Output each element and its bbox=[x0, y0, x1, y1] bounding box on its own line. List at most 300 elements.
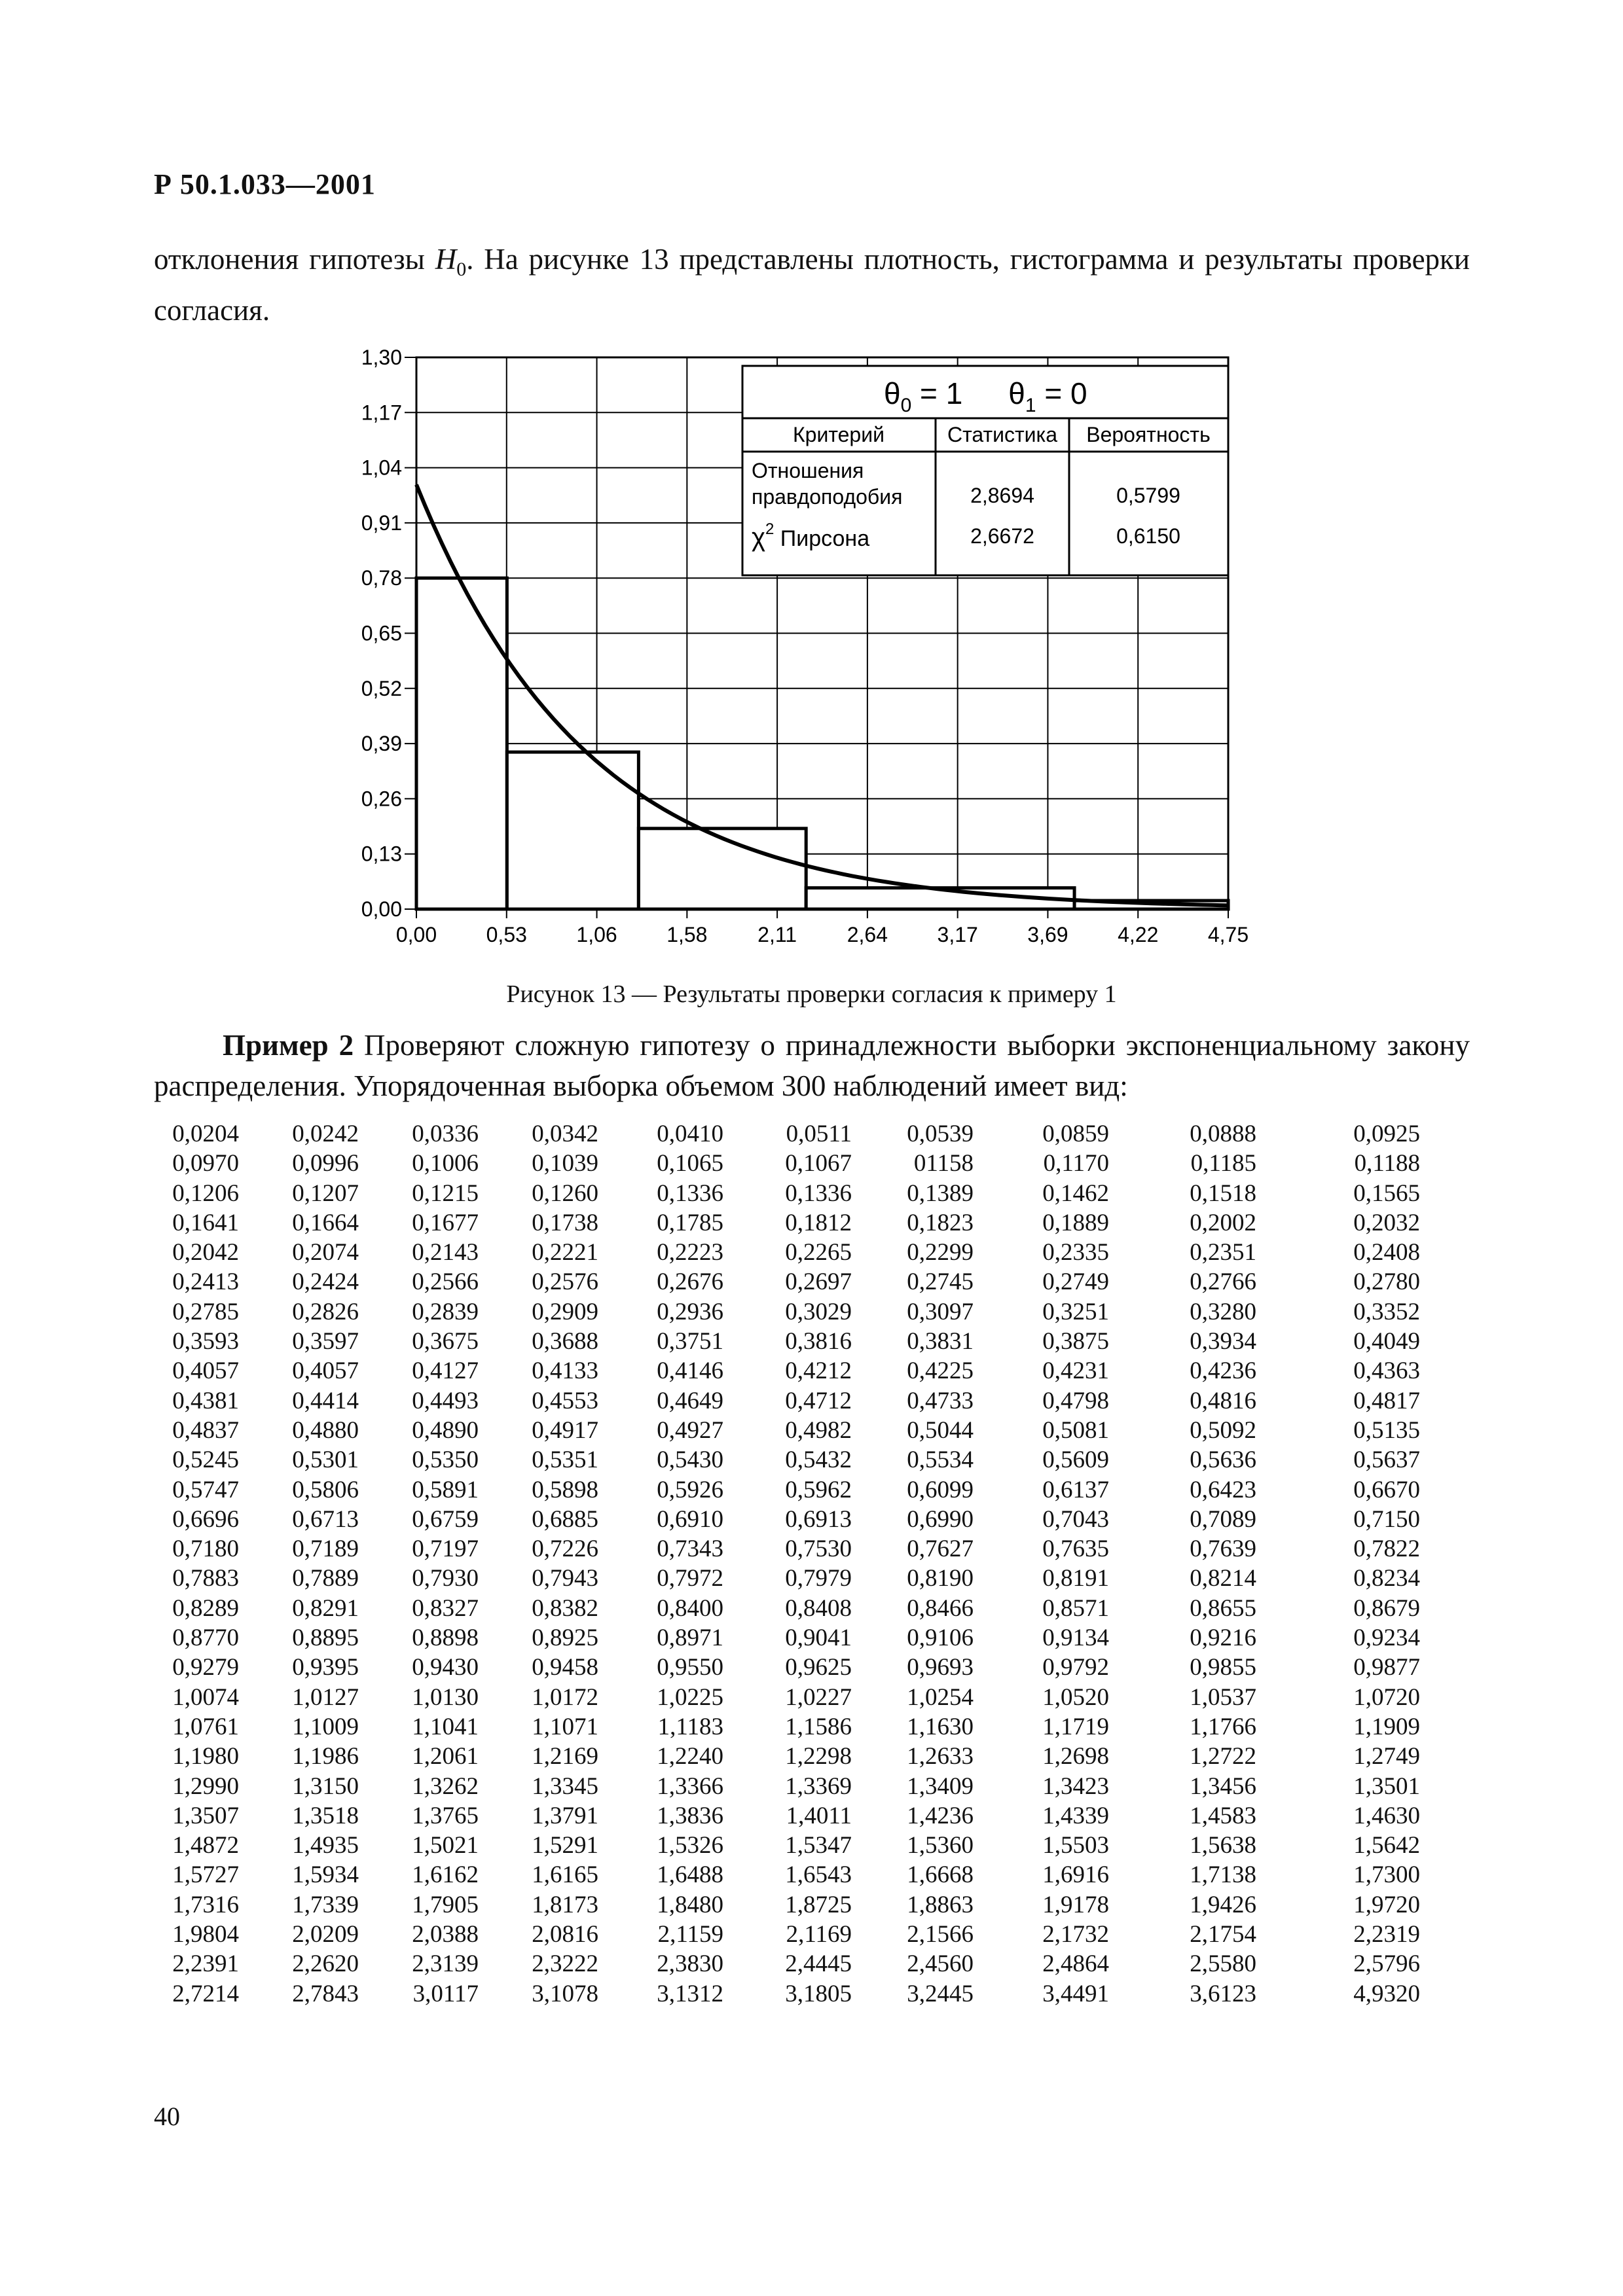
sample-value-cell: 0,2335 bbox=[1042, 1239, 1109, 1266]
header-probability: Вероятность bbox=[1086, 423, 1211, 446]
sample-value-cell: 01158 bbox=[913, 1150, 974, 1177]
sample-value-cell: 0,8770 bbox=[172, 1624, 239, 1652]
sample-value-cell: 1,3369 bbox=[785, 1772, 852, 1800]
sample-value-cell: 0,1336 bbox=[785, 1179, 852, 1207]
sample-values-table bbox=[131, 1119, 1420, 2009]
y-tick-label: 0,00 bbox=[361, 897, 402, 921]
sample-value-cell: 0,7972 bbox=[657, 1565, 723, 1592]
sample-value-cell: 0,8895 bbox=[292, 1624, 359, 1652]
sample-value-cell: 1,3836 bbox=[657, 1802, 723, 1829]
sample-value-cell: 1,5503 bbox=[1042, 1832, 1109, 1859]
sample-value-cell: 0,7043 bbox=[1042, 1505, 1109, 1533]
sample-value-cell: 0,0996 bbox=[292, 1150, 359, 1177]
histogram-bar bbox=[638, 829, 806, 909]
sample-value-cell: 0,9041 bbox=[785, 1624, 852, 1652]
table-row bbox=[131, 1979, 1420, 2009]
sample-value-cell: 1,4630 bbox=[1353, 1802, 1420, 1829]
sample-value-cell: 0,0242 bbox=[292, 1121, 359, 1147]
sample-value-cell: 0,6423 bbox=[1190, 1476, 1256, 1503]
header-criterion: Критерий bbox=[793, 423, 884, 446]
sample-value-cell: 1,2633 bbox=[907, 1743, 974, 1770]
sample-value-cell: 0,4363 bbox=[1353, 1357, 1420, 1385]
table-row bbox=[131, 1119, 1420, 1149]
sample-value-cell: 1,2698 bbox=[1042, 1743, 1109, 1770]
sample-value-cell: 0,9855 bbox=[1190, 1654, 1256, 1681]
pearson-statistic: 2,6672 bbox=[970, 524, 1034, 548]
sample-value-cell: 0,9792 bbox=[1042, 1654, 1109, 1681]
sample-value-cell: 1,4872 bbox=[172, 1832, 239, 1859]
sample-value-cell: 2,0816 bbox=[532, 1921, 598, 1948]
sample-value-cell: 0,7343 bbox=[657, 1535, 723, 1563]
sample-value-cell: 1,6543 bbox=[785, 1861, 852, 1889]
sample-value-cell: 1,1009 bbox=[292, 1713, 359, 1740]
sample-value-cell: 0,8971 bbox=[657, 1624, 723, 1652]
sample-value-cell: 1,3518 bbox=[292, 1802, 359, 1829]
sample-value-cell: 0,6990 bbox=[907, 1505, 974, 1533]
x-tick-label: 0,53 bbox=[486, 923, 527, 946]
sample-value-cell: 3,1078 bbox=[532, 1980, 598, 2007]
table-row bbox=[131, 1327, 1420, 1356]
table-row bbox=[131, 1386, 1420, 1416]
sample-value-cell: 1,3765 bbox=[412, 1802, 479, 1829]
likelihood-probability: 0,5799 bbox=[1116, 484, 1180, 507]
sample-value-cell: 0,2909 bbox=[532, 1298, 598, 1325]
table-row bbox=[131, 1475, 1420, 1505]
sample-value-cell: 1,1986 bbox=[292, 1743, 359, 1770]
sample-value-cell: 0,7883 bbox=[172, 1565, 239, 1592]
sample-value-cell: 0,9877 bbox=[1353, 1654, 1420, 1681]
sample-value-cell: 0,2265 bbox=[785, 1239, 852, 1266]
sample-value-cell: 0,8898 bbox=[412, 1624, 479, 1652]
sample-value-cell: 0,0539 bbox=[907, 1121, 974, 1147]
sample-value-cell: 0,1812 bbox=[785, 1209, 852, 1236]
sample-value-cell: 0,1207 bbox=[292, 1179, 359, 1207]
sample-value-cell: 1,1041 bbox=[412, 1713, 479, 1740]
sample-value-cell: 0,3029 bbox=[785, 1298, 852, 1325]
sample-value-cell: 0,4837 bbox=[172, 1416, 239, 1444]
sample-value-cell: 2,1754 bbox=[1190, 1921, 1256, 1948]
sample-value-cell: 0,6696 bbox=[172, 1505, 239, 1533]
table-row bbox=[131, 1742, 1420, 1771]
sample-value-cell: 0,7639 bbox=[1190, 1535, 1256, 1563]
sample-value-cell: 1,6488 bbox=[657, 1861, 723, 1889]
sample-value-cell: 0,1823 bbox=[907, 1209, 974, 1236]
sample-value-cell: 1,8863 bbox=[907, 1891, 974, 1918]
sample-value-cell: 2,5796 bbox=[1353, 1950, 1420, 1978]
sample-value-cell: 0,7635 bbox=[1042, 1535, 1109, 1563]
sample-value-cell: 1,6668 bbox=[907, 1861, 974, 1889]
sample-value-cell: 1,7339 bbox=[292, 1891, 359, 1918]
sample-value-cell: 1,0172 bbox=[532, 1683, 598, 1711]
table-row bbox=[131, 1653, 1420, 1682]
sample-value-cell: 0,9395 bbox=[292, 1654, 359, 1681]
sample-value-cell: 0,5534 bbox=[907, 1446, 974, 1474]
sample-value-cell: 1,3150 bbox=[292, 1772, 359, 1800]
sample-value-cell: 1,1071 bbox=[532, 1713, 598, 1740]
sample-value-cell: 0,5350 bbox=[412, 1446, 479, 1474]
sample-value-cell: 0,9625 bbox=[785, 1654, 852, 1681]
sample-value-cell: 0,2351 bbox=[1190, 1239, 1256, 1266]
sample-value-cell: 0,3597 bbox=[292, 1328, 359, 1355]
sample-value-cell: 0,2697 bbox=[785, 1268, 852, 1296]
sample-value-cell: 0,2780 bbox=[1353, 1268, 1420, 1296]
sample-value-cell: 1,9804 bbox=[172, 1921, 239, 1948]
sample-value-cell: 1,1183 bbox=[657, 1713, 723, 1740]
sample-value-cell: 0,4880 bbox=[292, 1416, 359, 1444]
x-tick-label: 2,64 bbox=[847, 923, 888, 946]
sample-value-cell: 0,5432 bbox=[785, 1446, 852, 1474]
y-tick-label: 0,13 bbox=[361, 842, 402, 866]
sample-value-cell: 0,7889 bbox=[292, 1565, 359, 1592]
sample-value-cell: 1,5934 bbox=[292, 1861, 359, 1889]
sample-value-cell: 0,2676 bbox=[657, 1268, 723, 1296]
sample-value-cell: 1,1630 bbox=[907, 1713, 974, 1740]
sample-value-cell: 2,1566 bbox=[907, 1921, 974, 1948]
sample-value-cell: 0,3675 bbox=[412, 1328, 479, 1355]
page-number: 40 bbox=[154, 2102, 180, 2131]
table-row bbox=[131, 1860, 1420, 1890]
table-row bbox=[131, 1801, 1420, 1831]
sample-value-cell: 0,2143 bbox=[412, 1239, 479, 1266]
sample-value-cell: 0,0925 bbox=[1353, 1121, 1420, 1147]
sample-value-cell: 0,4917 bbox=[532, 1416, 598, 1444]
sample-value-cell: 0,7197 bbox=[412, 1535, 479, 1563]
sample-value-cell: 1,8480 bbox=[657, 1891, 723, 1918]
sample-value-cell: 1,3409 bbox=[907, 1772, 974, 1800]
table-row bbox=[131, 1623, 1420, 1653]
sample-value-cell: 1,0537 bbox=[1190, 1683, 1256, 1711]
pearson-probability: 0,6150 bbox=[1116, 524, 1180, 548]
sample-value-cell: 0,8408 bbox=[785, 1594, 852, 1622]
y-tick-label: 0,26 bbox=[361, 787, 402, 811]
sample-value-cell: 0,2299 bbox=[907, 1239, 974, 1266]
y-tick-label: 0,52 bbox=[361, 676, 402, 700]
sample-value-cell: 0,1565 bbox=[1353, 1179, 1420, 1207]
sample-value-cell: 0,3816 bbox=[785, 1328, 852, 1355]
sample-value-cell: 0,8190 bbox=[907, 1565, 974, 1592]
sample-value-cell: 0,1785 bbox=[657, 1209, 723, 1236]
sample-value-cell: 0,6759 bbox=[412, 1505, 479, 1533]
sample-value-cell: 0,1260 bbox=[532, 1179, 598, 1207]
sample-value-cell: 2,4445 bbox=[785, 1950, 852, 1978]
table-row bbox=[131, 1149, 1420, 1178]
sample-value-cell: 1,9178 bbox=[1042, 1891, 1109, 1918]
example-text: Проверяют сложную гипотезу о принадлежности выборки экспоненциальному закону распределения. Упорядоченная выборка объемом 300 наблюдений имеет вид: bbox=[154, 1029, 1470, 1102]
sample-value-cell: 2,3222 bbox=[532, 1950, 598, 1978]
sample-value-cell: 0,1188 bbox=[1354, 1150, 1420, 1177]
sample-value-cell: 0,3751 bbox=[657, 1328, 723, 1355]
sample-value-cell: 1,1586 bbox=[785, 1713, 852, 1740]
sample-value-cell: 0,7930 bbox=[412, 1565, 479, 1592]
sample-value-cell: 3,2445 bbox=[907, 1980, 974, 2007]
sample-value-cell: 2,5580 bbox=[1190, 1950, 1256, 1978]
sample-value-cell: 1,3507 bbox=[172, 1802, 239, 1829]
sample-value-cell: 2,3830 bbox=[657, 1950, 723, 1978]
sample-value-cell: 0,6713 bbox=[292, 1505, 359, 1533]
sample-value-cell: 0,7150 bbox=[1353, 1505, 1420, 1533]
sample-value-cell: 0,1738 bbox=[532, 1209, 598, 1236]
sample-value-cell: 1,2722 bbox=[1190, 1743, 1256, 1770]
sample-value-cell: 0,1185 bbox=[1190, 1150, 1256, 1177]
header-statistic: Статистика bbox=[947, 423, 1058, 446]
table-row bbox=[131, 1564, 1420, 1593]
table-row bbox=[131, 1534, 1420, 1564]
sample-value-cell: 0,0342 bbox=[532, 1121, 598, 1147]
sample-value-cell: 0,8214 bbox=[1190, 1565, 1256, 1592]
sample-value-cell: 0,9279 bbox=[172, 1654, 239, 1681]
sample-value-cell: 1,5291 bbox=[532, 1832, 598, 1859]
sample-value-cell: 1,1909 bbox=[1353, 1713, 1420, 1740]
sample-value-cell: 0,8191 bbox=[1042, 1565, 1109, 1592]
sample-value-cell: 0,5081 bbox=[1042, 1416, 1109, 1444]
sample-value-cell: 1,4236 bbox=[907, 1802, 974, 1829]
sample-value-cell: 1,6916 bbox=[1042, 1861, 1109, 1889]
sample-value-cell: 4,9320 bbox=[1353, 1980, 1420, 2007]
sample-value-cell: 0,5301 bbox=[292, 1446, 359, 1474]
sample-value-cell: 0,3593 bbox=[172, 1328, 239, 1355]
sample-value-cell: 2,2620 bbox=[292, 1950, 359, 1978]
sample-value-cell: 0,7189 bbox=[292, 1535, 359, 1563]
sample-value-cell: 0,1664 bbox=[292, 1209, 359, 1236]
sample-value-cell: 0,5135 bbox=[1353, 1416, 1420, 1444]
document-id: Р 50.1.033—2001 bbox=[154, 168, 376, 200]
sample-value-cell: 0,6137 bbox=[1042, 1476, 1109, 1503]
sample-value-cell: 0,5351 bbox=[532, 1446, 598, 1474]
sample-value-cell: 0,4712 bbox=[785, 1387, 852, 1414]
sample-value-cell: 1,6165 bbox=[532, 1861, 598, 1889]
intro-text-before: отклонения гипотезы bbox=[154, 243, 435, 276]
table-row bbox=[131, 1505, 1420, 1534]
table-row bbox=[131, 1831, 1420, 1860]
sample-value-cell: 0,4057 bbox=[172, 1357, 239, 1385]
sample-value-cell: 0,1039 bbox=[532, 1150, 598, 1177]
x-tick-label: 0,00 bbox=[395, 923, 437, 946]
sample-value-cell: 1,0127 bbox=[292, 1683, 359, 1711]
sample-value-cell: 1,3366 bbox=[657, 1772, 723, 1800]
sample-value-cell: 3,0117 bbox=[412, 1980, 479, 2007]
sample-value-cell: 0,5806 bbox=[292, 1476, 359, 1503]
sample-value-cell: 0,2042 bbox=[172, 1239, 239, 1266]
sample-value-cell: 0,2413 bbox=[172, 1268, 239, 1296]
table-row bbox=[131, 1772, 1420, 1801]
sample-value-cell: 0,9216 bbox=[1190, 1624, 1256, 1652]
sample-value-cell: 3,4491 bbox=[1042, 1980, 1109, 2007]
sample-value-cell: 0,4133 bbox=[532, 1357, 598, 1385]
sample-value-cell: 0,1006 bbox=[412, 1150, 479, 1177]
hypothesis-subscript: 0 bbox=[456, 259, 467, 280]
sample-value-cell: 1,2990 bbox=[172, 1772, 239, 1800]
table-row bbox=[131, 1683, 1420, 1712]
sample-value-cell: 0,4146 bbox=[657, 1357, 723, 1385]
sample-value-cell: 0,1518 bbox=[1190, 1179, 1256, 1207]
sample-value-cell: 0,5609 bbox=[1042, 1446, 1109, 1474]
sample-value-cell: 0,8679 bbox=[1353, 1594, 1420, 1622]
sample-value-cell: 0,1641 bbox=[172, 1209, 239, 1236]
sample-value-cell: 1,0254 bbox=[907, 1683, 974, 1711]
sample-value-cell: 1,8725 bbox=[785, 1891, 852, 1918]
sample-value-cell: 3,1312 bbox=[657, 1980, 723, 2007]
sample-value-cell: 0,4212 bbox=[785, 1357, 852, 1385]
y-tick-label: 0,78 bbox=[361, 566, 402, 590]
sample-value-cell: 0,3688 bbox=[532, 1328, 598, 1355]
sample-value-cell: 0,1677 bbox=[412, 1209, 479, 1236]
sample-value-cell: 2,3139 bbox=[412, 1950, 479, 1978]
y-tick-label: 0,39 bbox=[361, 732, 402, 756]
sample-value-cell: 0,2826 bbox=[292, 1298, 359, 1325]
sample-value-cell: 0,4493 bbox=[412, 1387, 479, 1414]
sample-value-cell: 0,9458 bbox=[532, 1654, 598, 1681]
sample-value-cell: 1,3345 bbox=[532, 1772, 598, 1800]
sample-value-cell: 0,5637 bbox=[1353, 1446, 1420, 1474]
sample-value-cell: 0,4798 bbox=[1042, 1387, 1109, 1414]
sample-value-cell: 0,1889 bbox=[1042, 1209, 1109, 1236]
table-row bbox=[131, 1890, 1420, 1920]
sample-value-cell: 0,8571 bbox=[1042, 1594, 1109, 1622]
sample-value-cell: 0,5747 bbox=[172, 1476, 239, 1503]
sample-value-cell: 2,4864 bbox=[1042, 1950, 1109, 1978]
sample-value-cell: 1,1766 bbox=[1190, 1713, 1256, 1740]
sample-value-cell: 1,4935 bbox=[292, 1832, 359, 1859]
sample-value-cell: 2,7214 bbox=[172, 1980, 239, 2007]
sample-value-cell: 0,5430 bbox=[657, 1446, 723, 1474]
sample-value-cell: 0,1389 bbox=[907, 1179, 974, 1207]
table-row bbox=[131, 1416, 1420, 1445]
sample-value-cell: 0,1067 bbox=[785, 1150, 852, 1177]
sample-value-cell: 2,2319 bbox=[1353, 1921, 1420, 1948]
sample-value-cell: 0,7943 bbox=[532, 1565, 598, 1592]
sample-value-cell: 0,4225 bbox=[907, 1357, 974, 1385]
sample-value-cell: 0,4553 bbox=[532, 1387, 598, 1414]
theta-params-label: $\theta_0 = 1$ $\theta_1 = 0$ bbox=[884, 376, 1087, 416]
sample-value-cell: 1,5326 bbox=[657, 1832, 723, 1859]
sample-value-cell: 0,6670 bbox=[1353, 1476, 1420, 1503]
sample-value-cell: 0,8466 bbox=[907, 1594, 974, 1622]
sample-value-cell: 0,2223 bbox=[657, 1239, 723, 1266]
sample-value-cell: 0,3280 bbox=[1190, 1298, 1256, 1325]
histogram-bar bbox=[416, 578, 507, 909]
sample-value-cell: 0,9234 bbox=[1353, 1624, 1420, 1652]
sample-value-cell: 0,8925 bbox=[532, 1624, 598, 1652]
x-tick-label: 3,69 bbox=[1027, 923, 1068, 946]
table-row bbox=[131, 1594, 1420, 1623]
table-row bbox=[131, 1238, 1420, 1267]
sample-value-cell: 1,5347 bbox=[785, 1832, 852, 1859]
sample-value-cell: 0,4733 bbox=[907, 1387, 974, 1414]
sample-value-cell: 0,5092 bbox=[1190, 1416, 1256, 1444]
sample-value-cell: 0,8291 bbox=[292, 1594, 359, 1622]
sample-value-cell: 0,1462 bbox=[1042, 1179, 1109, 1207]
sample-value-cell: 1,3791 bbox=[532, 1802, 598, 1829]
sample-value-cell: 1,5642 bbox=[1353, 1832, 1420, 1859]
sample-value-cell: 0,2745 bbox=[907, 1268, 974, 1296]
sample-value-cell: 0,1170 bbox=[1043, 1150, 1109, 1177]
sample-value-cell: 1,0225 bbox=[657, 1683, 723, 1711]
y-tick-label: 1,04 bbox=[361, 456, 402, 480]
sample-value-cell: 0,7530 bbox=[785, 1535, 852, 1563]
likelihood-statistic: 2,8694 bbox=[970, 484, 1034, 507]
sample-value-cell: 0,8400 bbox=[657, 1594, 723, 1622]
table-row bbox=[131, 1712, 1420, 1742]
sample-value-cell: 0,7089 bbox=[1190, 1505, 1256, 1533]
sample-value-cell: 1,5727 bbox=[172, 1861, 239, 1889]
sample-value-cell: 0,4414 bbox=[292, 1387, 359, 1414]
sample-value-cell: 0,2785 bbox=[172, 1298, 239, 1325]
sample-value-cell: 0,2074 bbox=[292, 1239, 359, 1266]
histogram-bar bbox=[507, 752, 638, 909]
sample-value-cell: 0,4890 bbox=[412, 1416, 479, 1444]
table-row bbox=[131, 1949, 1420, 1979]
sample-value-cell: 0,2032 bbox=[1353, 1209, 1420, 1236]
table-row bbox=[131, 1297, 1420, 1327]
x-tick-label: 1,06 bbox=[576, 923, 617, 946]
sample-value-cell: 0,1336 bbox=[657, 1179, 723, 1207]
sample-value-cell: 0,0204 bbox=[172, 1121, 239, 1147]
sample-value-cell: 2,0209 bbox=[292, 1921, 359, 1948]
sample-value-cell: 0,2766 bbox=[1190, 1268, 1256, 1296]
sample-value-cell: 0,9430 bbox=[412, 1654, 479, 1681]
sample-value-cell: 1,3262 bbox=[412, 1772, 479, 1800]
sample-value-cell: 0,4057 bbox=[292, 1357, 359, 1385]
sample-value-cell: 2,0388 bbox=[412, 1921, 479, 1948]
sample-value-cell: 0,2936 bbox=[657, 1298, 723, 1325]
sample-value-cell: 1,8173 bbox=[532, 1891, 598, 1918]
sample-value-cell: 1,3423 bbox=[1042, 1772, 1109, 1800]
sample-value-cell: 0,5636 bbox=[1190, 1446, 1256, 1474]
sample-value-cell: 2,1169 bbox=[786, 1921, 852, 1948]
sample-value-cell: 0,6910 bbox=[657, 1505, 723, 1533]
sample-value-cell: 1,9426 bbox=[1190, 1891, 1256, 1918]
y-tick-label: 0,91 bbox=[361, 511, 402, 535]
table-row bbox=[131, 1920, 1420, 1949]
sample-value-cell: 0,8382 bbox=[532, 1594, 598, 1622]
intro-text-after: . На рисунке 13 представлены плотность, гистограмма и результаты проверки согласия. bbox=[154, 243, 1470, 327]
sample-value-cell: 0,2749 bbox=[1042, 1268, 1109, 1296]
sample-value-cell: 0,0859 bbox=[1042, 1121, 1109, 1147]
sample-value-cell: 1,0761 bbox=[172, 1713, 239, 1740]
criterion-likelihood-line2: правдоподобия bbox=[752, 485, 903, 509]
sample-value-cell: 0,6099 bbox=[907, 1476, 974, 1503]
sample-value-cell: 1,5638 bbox=[1190, 1832, 1256, 1859]
sample-value-cell: 0,4816 bbox=[1190, 1387, 1256, 1414]
table-row bbox=[131, 1445, 1420, 1475]
sample-value-cell: 1,7905 bbox=[412, 1891, 479, 1918]
sample-value-cell: 0,2424 bbox=[292, 1268, 359, 1296]
criterion-pearson: $\chi^2$ Пирсона bbox=[752, 520, 870, 552]
sample-value-cell: 0,0511 bbox=[786, 1121, 852, 1147]
sample-value-cell: 0,5962 bbox=[785, 1476, 852, 1503]
sample-value-cell: 0,4236 bbox=[1190, 1357, 1256, 1385]
sample-value-cell: 0,5891 bbox=[412, 1476, 479, 1503]
sample-value-cell: 2,7843 bbox=[292, 1980, 359, 2007]
sample-value-cell: 0,4231 bbox=[1042, 1357, 1109, 1385]
figure-caption: Рисунок 13 — Результаты проверки согласия к примеру 1 bbox=[506, 980, 1117, 1008]
sample-value-cell: 0,5926 bbox=[657, 1476, 723, 1503]
sample-value-cell: 1,0227 bbox=[785, 1683, 852, 1711]
sample-value-cell: 1,2240 bbox=[657, 1743, 723, 1770]
sample-value-cell: 0,6913 bbox=[785, 1505, 852, 1533]
sample-value-cell: 0,3251 bbox=[1042, 1298, 1109, 1325]
sample-value-cell: 0,4649 bbox=[657, 1387, 723, 1414]
x-tick-label: 1,58 bbox=[666, 923, 708, 946]
sample-value-cell: 0,2566 bbox=[412, 1268, 479, 1296]
sample-value-cell: 1,1719 bbox=[1042, 1713, 1109, 1740]
sample-value-cell: 1,9720 bbox=[1353, 1891, 1420, 1918]
sample-value-cell: 1,0520 bbox=[1042, 1683, 1109, 1711]
y-tick-label: 1,17 bbox=[361, 401, 402, 425]
sample-value-cell: 0,2221 bbox=[532, 1239, 598, 1266]
sample-value-cell: 0,2002 bbox=[1190, 1209, 1256, 1236]
sample-value-cell: 0,4817 bbox=[1353, 1387, 1420, 1414]
